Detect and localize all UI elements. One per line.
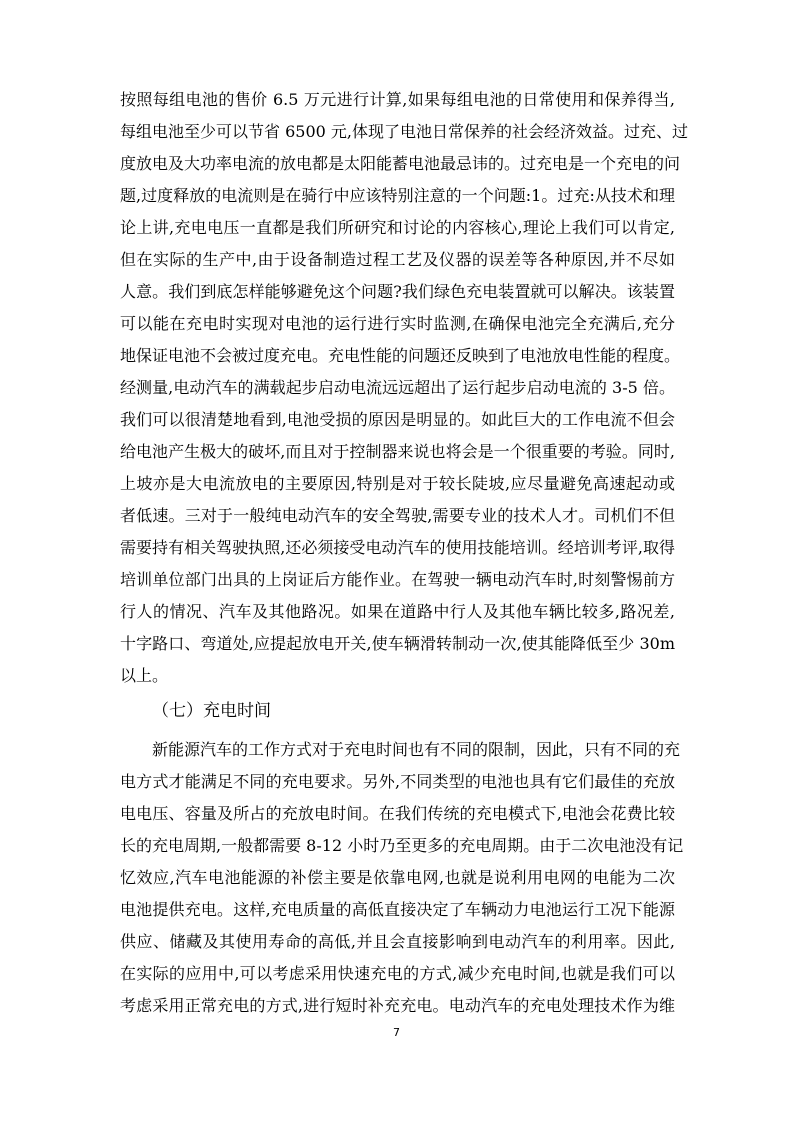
paragraph-line: 需要持有相关驾驶执照,还必须接受电动汽车的使用技能培训。经培训考评,取得 [120,538,675,557]
paragraph-line: 度放电及大功率电流的放电都是太阳能蓄电池最忌讳的。过充电是一个充电的问 [120,154,681,173]
paragraph-line: 我们可以很清楚地看到,电池受损的原因是明显的。如此巨大的工作电流不但会 [120,410,675,429]
paragraph-line: 电方式才能满足不同的充电要求。另外,不同类型的电池也具有它们最佳的充放 [120,772,675,791]
paragraph-line: 培训单位部门出具的上岗证后方能作业。在驾驶一辆电动汽车时,时刻警惕前方 [120,570,675,589]
paragraph-line: 供应、储藏及其使用寿命的高低,并且会直接影响到电动汽车的利用率。因此, [120,932,675,951]
paragraph-line: 以上。 [120,666,169,685]
paragraph-line: 长的充电周期,一般都需要 8-12 小时乃至更多的充电周期。由于二次电池没有记 [120,836,684,855]
paragraph-line: 但在实际的生产中,由于设备制造过程工艺及仪器的误差等各种原因,并不尽如 [120,250,675,269]
paragraph-line: 经测量,电动汽车的满载起步启动电流远远超出了运行起步启动电流的 3-5 倍。 [120,378,675,397]
paragraph-line: 每组电池至少可以节省 6500 元,体现了电池日常保养的社会经济效益。过充、过 [120,122,688,141]
section-heading: （七）充电时间 [152,701,271,721]
page-number: 7 [393,1026,400,1039]
paragraph-line: 上坡亦是大电流放电的主要原因,特别是对于较长陡坡,应尽量避免高速起动或 [120,474,675,493]
paragraph-line: 按照每组电池的售价 6.5 万元进行计算,如果每组电池的日常使用和保养得当, [120,90,675,109]
paragraph-line: 论上讲,充电电压一直都是我们所研究和讨论的内容核心,理论上我们可以肯定, [120,218,675,237]
paragraph-line: 题,过度释放的电流则是在骑行中应该特别注意的一个问题:1。过充:从技术和理 [120,186,675,205]
paragraph-line: 忆效应,汽车电池能源的补偿主要是依靠电网,也就是说利用电网的电能为二次 [120,868,675,887]
paragraph-line: 行人的情况、汽车及其他路况。如果在道路中行人及其他车辆比较多,路况差, [120,602,675,621]
paragraph-line: 给电池产生极大的破坏,而且对于控制器来说也将会是一个很重要的考验。同时, [120,442,675,461]
paragraph-line: 人意。我们到底怎样能够避免这个问题?我们绿色充电装置就可以解决。该装置 [120,282,675,301]
paragraph-line: 电电压、容量及所占的充放电时间。在我们传统的充电模式下,电池会花费比较 [120,804,675,823]
paragraph-line: 可以能在充电时实现对电池的运行进行实时监测,在确保电池完全充满后,充分 [120,314,675,333]
paragraph-line: 考虑采用正常充电的方式,进行短时补充充电。电动汽车的充电处理技术作为维 [120,996,675,1015]
paragraph-line: 者低速。三对于一般纯电动汽车的安全驾驶,需要专业的技术人才。司机们不但 [120,506,675,525]
paragraph-line: 地保证电池不会被过度充电。充电性能的问题还反映到了电池放电性能的程度。 [120,346,681,365]
paragraph-first-line: 新能源汽车的工作方式对于充电时间也有不同的限制，因此，只有不同的充 [152,740,681,759]
paragraph-line: 十字路口、弯道处,应提起放电开关,使车辆滑转制动一次,使其能降低至少 30m [120,634,675,653]
paragraph-line: 在实际的应用中,可以考虑采用快速充电的方式,减少充电时间,也就是我们可以 [120,964,675,983]
paragraph-line: 电池提供充电。这样,充电质量的高低直接决定了车辆动力电池运行工况下能源 [120,900,675,919]
